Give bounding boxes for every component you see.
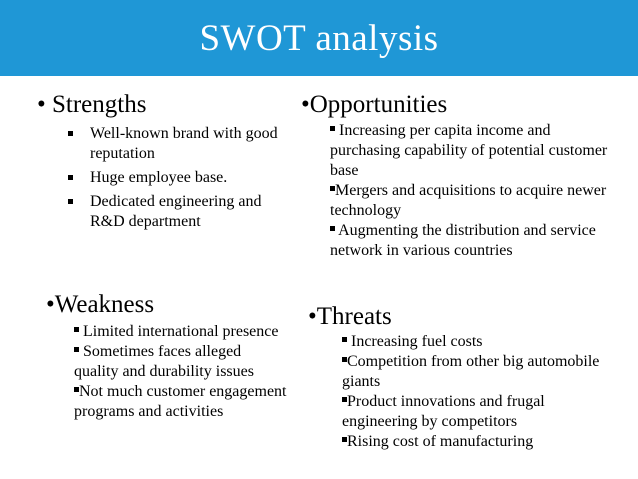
- threats-list: [342, 332, 602, 452]
- list-item: Well-known brand with good reputation: [68, 124, 278, 164]
- bullet-square-icon: [68, 175, 73, 180]
- list-item: Not much customer engagement programs and activities: [74, 383, 287, 420]
- slide-title: SWOT analysis: [199, 18, 439, 59]
- list-item: Increasing fuel costs: [342, 332, 602, 352]
- bullet-square-icon: [68, 199, 73, 204]
- list-item: Augmenting the distribution and service network in various countries: [330, 222, 596, 259]
- list-item: Huge employee base.: [68, 168, 278, 188]
- weakness-list: [74, 322, 289, 422]
- list-item: Mergers and acquisitions to acquire newer technology: [330, 182, 607, 219]
- opportunities-list: [330, 121, 610, 261]
- threats-heading: •Threats: [308, 303, 392, 330]
- bullet-square-icon: [68, 131, 73, 136]
- list-item: Competition from other big automobile giants: [342, 353, 600, 390]
- list-item: Rising cost of manufacturing: [342, 432, 602, 452]
- list-item: Product innovations and frugal engineering by competitors: [342, 393, 545, 430]
- strengths-list: [68, 124, 278, 236]
- weakness-heading: •Weakness: [46, 291, 155, 318]
- strengths-heading: • Strengths: [37, 91, 147, 118]
- list-item: Increasing per capita income and purchasing capability of potential customer base: [330, 122, 608, 179]
- list-item: Sometimes faces alleged quality and durability issues: [74, 343, 254, 380]
- list-item: Dedicated engineering and R&D department: [68, 192, 278, 232]
- opportunities-heading: •Opportunities: [301, 91, 448, 118]
- list-item: Limited international presence: [74, 322, 289, 342]
